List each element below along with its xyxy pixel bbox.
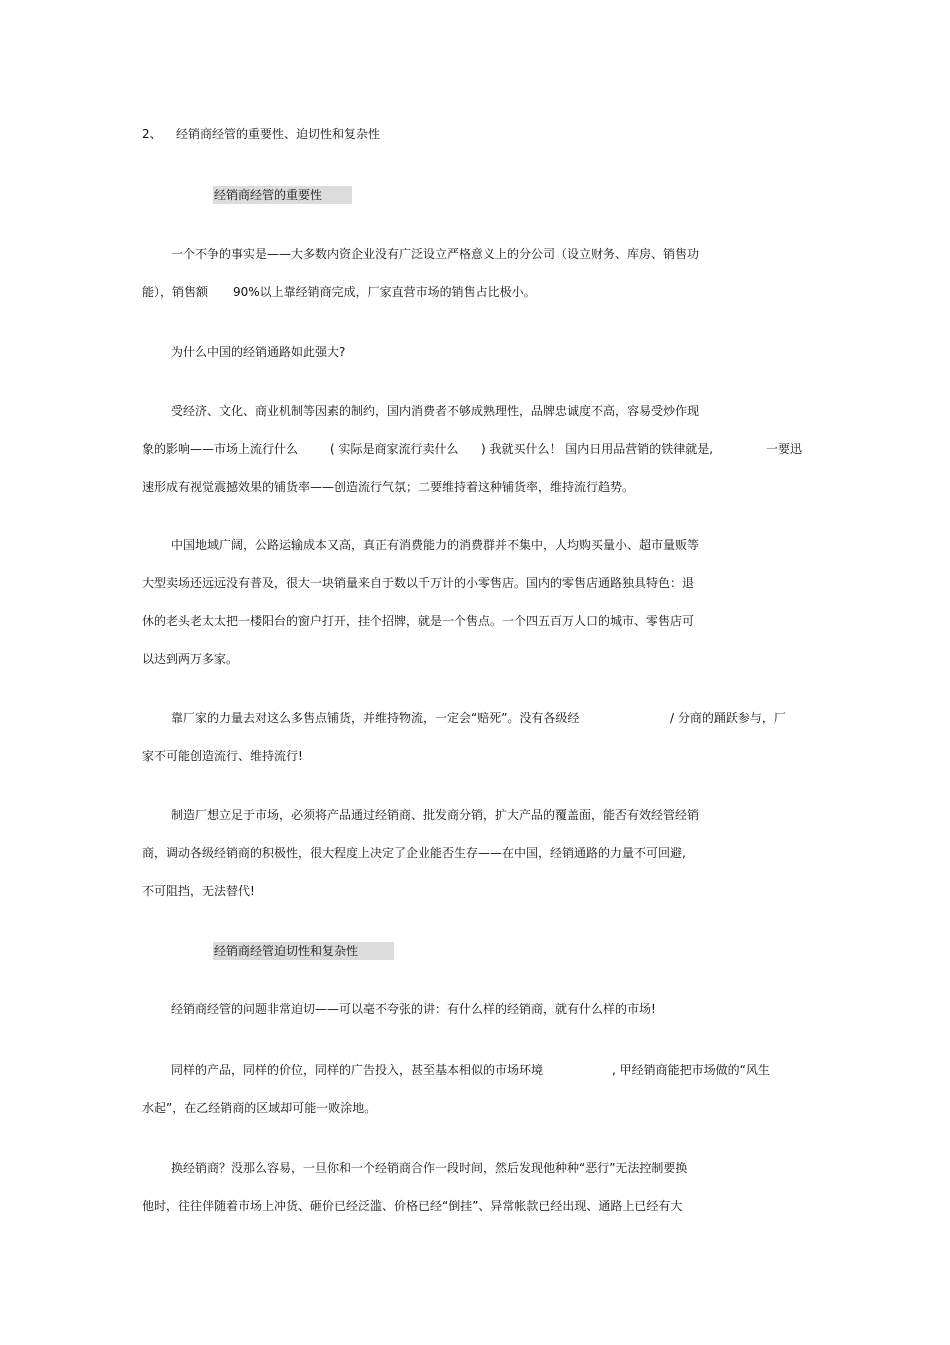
paragraph-line: 速形成有视觉震撼效果的铺货率——创造流行气氛；二要维持着这种铺货率，维持流行趋势。 bbox=[142, 480, 635, 494]
paragraph-line: 一要迅 bbox=[766, 442, 803, 456]
paragraph-line: 象的影响——市场上流行什么 bbox=[142, 442, 299, 456]
paragraph-line: 为什么中国的经销通路如此强大? bbox=[171, 345, 346, 359]
paragraph-line: 一个不争的事实是——大多数内资企业没有广泛设立严格意义上的分公司（设立财务、库房、销售功 bbox=[171, 247, 700, 261]
paragraph-line: 换经销商？没那么容易，一旦你和一个经销商合作一段时间，然后发现他种种“恶行”无法控制要换 bbox=[171, 1161, 688, 1175]
paragraph-line: 90%以上靠经销商完成，厂家直营市场的销售占比极小。 bbox=[233, 285, 536, 299]
paragraph-line: 受经济、文化、商业机制等因素的制约，国内消费者不够成熟理性，品牌忠诚度不高，容易受炒作现 bbox=[171, 404, 700, 418]
paragraph-line: 靠厂家的力量去对这么多售点铺货，并维持物流，一定会“赔死”。没有各级经 bbox=[171, 711, 580, 725]
subheading-urgency: 经销商经管迫切性和复杂性 bbox=[213, 942, 394, 960]
paragraph-line: 商，调动各级经销商的积极性，很大程度上决定了企业能否生存——在中国，经销通路的力量不可回避, bbox=[142, 846, 686, 860]
paragraph-line: ) 我就买什么！ 国内日用品营销的铁律就是, bbox=[481, 442, 714, 456]
paragraph-line: 水起”，在乙经销商的区域却可能一败涂地。 bbox=[142, 1101, 377, 1115]
paragraph-line: 大型卖场还远远没有普及，很大一块销量来自于数以千万计的小零售店。国内的零售店通路独具特色：退 bbox=[142, 576, 695, 590]
paragraph-line: ( 实际是商家流行卖什么 bbox=[330, 442, 459, 456]
paragraph-line: 他时，往往伴随着市场上冲货、砸价已经泛滥、价格已经“倒挂”、异常帐款已经出现、通路上已经有大 bbox=[142, 1199, 683, 1213]
paragraph-line: 中国地域广阔，公路运输成本又高，真正有消费能力的消费群并不集中，人均购买量小、超市量贩等 bbox=[171, 538, 700, 552]
paragraph-line: 家不可能创造流行、维持流行! bbox=[142, 749, 303, 763]
section-number: 2、 bbox=[142, 127, 162, 141]
paragraph-line: 制造厂想立足于市场，必须将产品通过经销商、批发商分销，扩大产品的覆盖面，能否有效经管经销 bbox=[171, 808, 700, 822]
paragraph-line: 同样的产品，同样的价位，同样的广告投入，甚至基本相似的市场环境 bbox=[171, 1063, 544, 1077]
paragraph-line: 能），销售额 bbox=[142, 285, 209, 299]
subheading-importance: 经销商经管的重要性 bbox=[213, 186, 352, 204]
paragraph-line: 休的老头老太太把一楼阳台的窗户打开，挂个招牌，就是一个售点。一个四五百万人口的城市、零售店可 bbox=[142, 614, 695, 628]
paragraph-line: / 分商的踊跃参与，厂 bbox=[670, 711, 786, 725]
paragraph-line: 经销商经管的问题非常迫切——可以毫不夸张的讲：有什么样的经销商，就有什么样的市场! bbox=[171, 1002, 656, 1016]
paragraph-line: 不可阻挡，无法替代! bbox=[142, 884, 255, 898]
paragraph-line: , 甲经销商能把市场做的“风生 bbox=[612, 1063, 770, 1077]
section-title: 经销商经管的重要性、迫切性和复杂性 bbox=[176, 127, 381, 141]
paragraph-line: 以达到两万多家。 bbox=[142, 652, 239, 666]
